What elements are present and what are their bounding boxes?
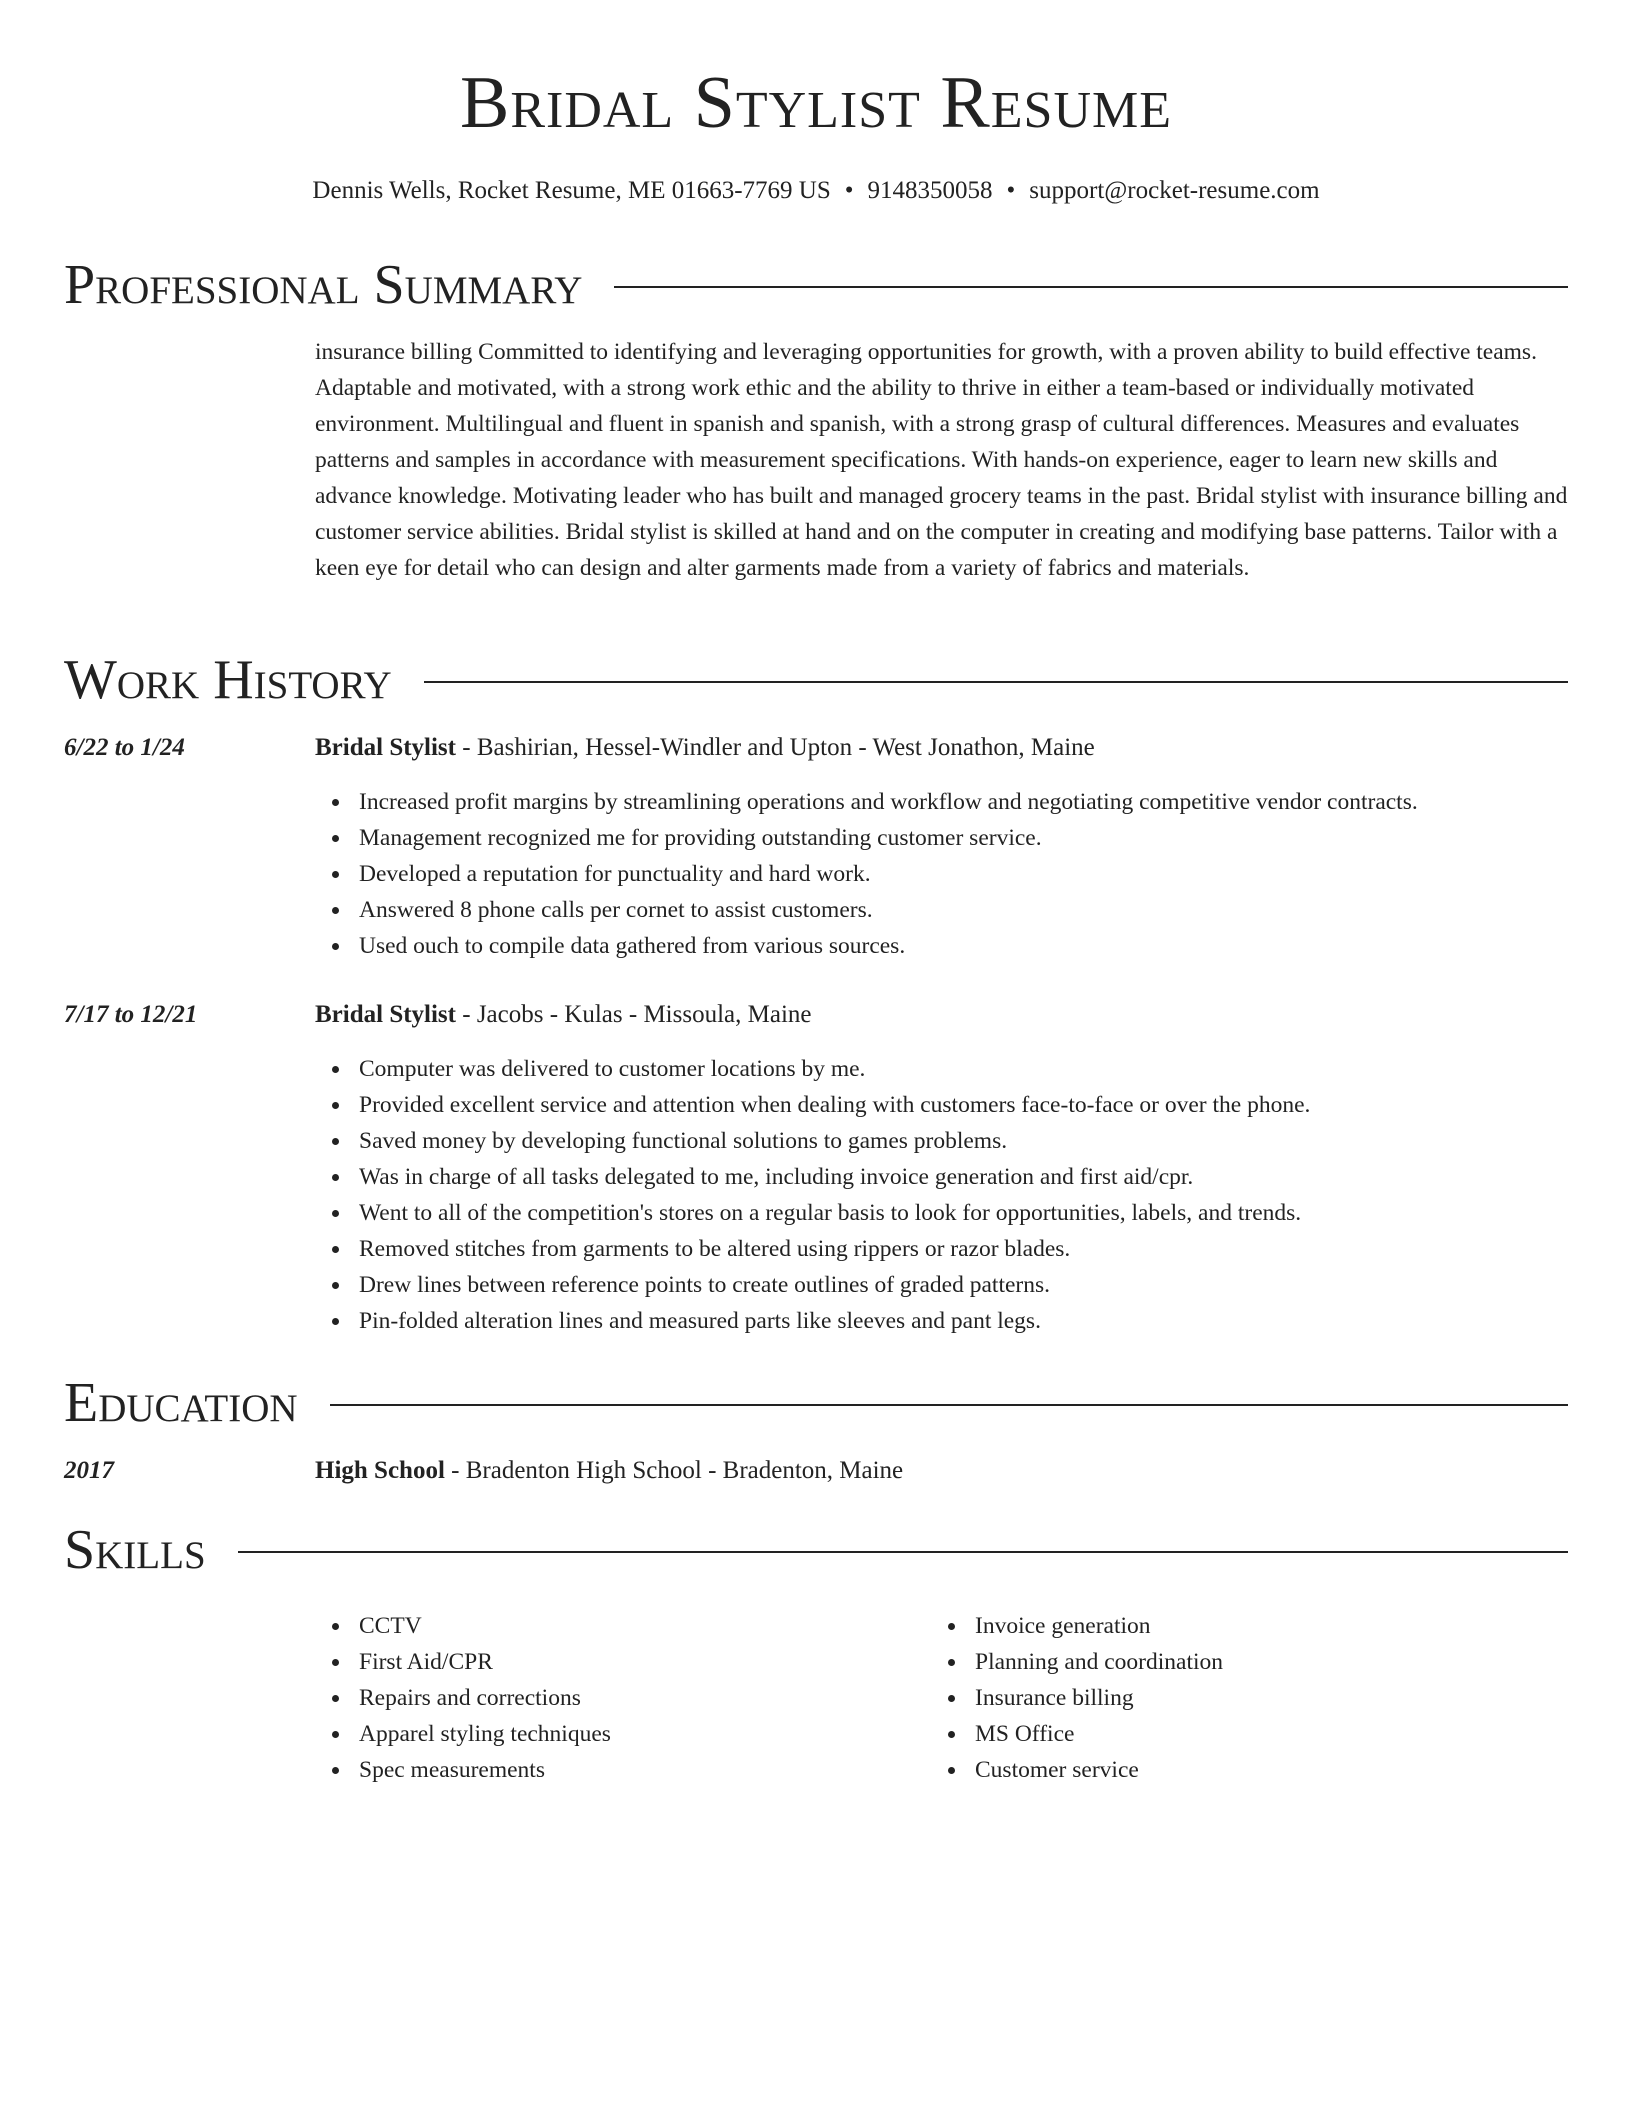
list-item: Used ouch to compile data gathered from various sources. bbox=[359, 928, 1418, 964]
contact-line bbox=[64, 174, 1568, 208]
list-item: Management recognized me for providing outstanding customer service. bbox=[359, 820, 1418, 856]
section-divider bbox=[424, 681, 1568, 683]
list-item: Developed a reputation for punctuality and hard work. bbox=[359, 856, 1418, 892]
job-details: - Jacobs - Kulas - Missoula, Maine bbox=[456, 1001, 812, 1028]
summary-text: insurance billing Committed to identifying and leveraging opportunities for growth, with a proven ability to build effective teams. Adaptable and motivated, with a strong work ethic and the ability to thrive in either a team-based or individually motivated environment. Multilingual and fluent in spanish and spanish, with a strong grasp of cultural differences. Measures and evaluates patterns and samples in accordance with measurement specifications. With hands-on experience, eager to learn new skills and advance knowledge. Motivating leader who has built and managed grocery teams in the past. Bridal stylist with insurance billing and customer service abilities. Bridal stylist is skilled at hand and on the computer in creating and modifying base patterns. Tailor with a keen eye for detail who can design and alter garments made from a variety of fabrics and materials. bbox=[315, 339, 1568, 581]
skill-item: Invoice generation bbox=[975, 1608, 1223, 1644]
education-role bbox=[315, 1454, 903, 1488]
list-item: Was in charge of all tasks delegated to me, including invoice generation and first aid/cpr. bbox=[359, 1159, 1310, 1195]
contact-email: support@rocket-resume.com bbox=[1029, 177, 1320, 204]
contact-phone: 9148350058 bbox=[867, 177, 993, 204]
job-title: Bridal Stylist bbox=[315, 734, 456, 761]
list-item: Pin-folded alteration lines and measured parts like sleeves and pant legs. bbox=[359, 1303, 1310, 1339]
list-item: Drew lines between reference points to create outlines of graded patterns. bbox=[359, 1267, 1310, 1303]
education-year: 2017 bbox=[64, 1457, 114, 1484]
list-item: Removed stitches from garments to be altered using rippers or razor blades. bbox=[359, 1231, 1310, 1267]
job-dates: 6/22 to 1/24 bbox=[64, 734, 185, 761]
skill-item: Spec measurements bbox=[359, 1752, 611, 1788]
skill-item: Planning and coordination bbox=[975, 1644, 1223, 1680]
skill-item: Insurance billing bbox=[975, 1680, 1223, 1716]
skills-heading: Skills bbox=[64, 1519, 206, 1581]
education-section-header bbox=[64, 1368, 1568, 1438]
job-details: - Bashirian, Hessel-Windler and Upton - West Jonathon, Maine bbox=[456, 734, 1095, 761]
work-section-header bbox=[64, 645, 1568, 715]
job-role bbox=[315, 998, 812, 1032]
list-item: Increased profit margins by streamlining operations and workflow and negotiating competitive vendor contracts. bbox=[359, 784, 1418, 820]
skills-section-header bbox=[64, 1515, 1568, 1585]
contact-separator: • bbox=[844, 177, 854, 204]
job-2-bullets bbox=[315, 1051, 1310, 1339]
skill-item: Repairs and corrections bbox=[359, 1680, 611, 1716]
work-heading: Work History bbox=[64, 649, 392, 711]
section-divider bbox=[330, 1404, 1568, 1406]
skills-list-right bbox=[931, 1608, 1223, 1788]
contact-address: Dennis Wells, Rocket Resume, ME 01663-7769 US bbox=[312, 177, 831, 204]
skills-list-left bbox=[315, 1608, 611, 1788]
list-item: Answered 8 phone calls per cornet to assist customers. bbox=[359, 892, 1418, 928]
summary-heading: Professional Summary bbox=[64, 254, 583, 316]
job-dates: 7/17 to 12/21 bbox=[64, 1001, 198, 1028]
job-title: Bridal Stylist bbox=[315, 1001, 456, 1028]
skill-item: Apparel styling techniques bbox=[359, 1716, 611, 1752]
list-item: Saved money by developing functional solutions to games problems. bbox=[359, 1123, 1310, 1159]
skill-item: First Aid/CPR bbox=[359, 1644, 611, 1680]
summary-section-header bbox=[64, 250, 1568, 320]
section-divider bbox=[238, 1551, 1568, 1553]
skill-item: CCTV bbox=[359, 1608, 611, 1644]
section-divider bbox=[614, 286, 1568, 288]
education-degree: High School bbox=[315, 1457, 445, 1484]
education-details: - Bradenton High School - Bradenton, Maine bbox=[444, 1457, 904, 1484]
job-1-bullets bbox=[315, 784, 1418, 964]
education-heading: Education bbox=[64, 1372, 298, 1434]
job-role bbox=[315, 731, 1095, 765]
list-item: Computer was delivered to customer locations by me. bbox=[359, 1051, 1310, 1087]
resume-title: Bridal Stylist Resume bbox=[459, 62, 1173, 144]
skill-item: Customer service bbox=[975, 1752, 1223, 1788]
list-item: Provided excellent service and attention when dealing with customers face-to-face or over the phone. bbox=[359, 1087, 1310, 1123]
list-item: Went to all of the competition's stores on a regular basis to look for opportunities, labels, and trends. bbox=[359, 1195, 1310, 1231]
contact-separator: • bbox=[1006, 177, 1016, 204]
skill-item: MS Office bbox=[975, 1716, 1223, 1752]
